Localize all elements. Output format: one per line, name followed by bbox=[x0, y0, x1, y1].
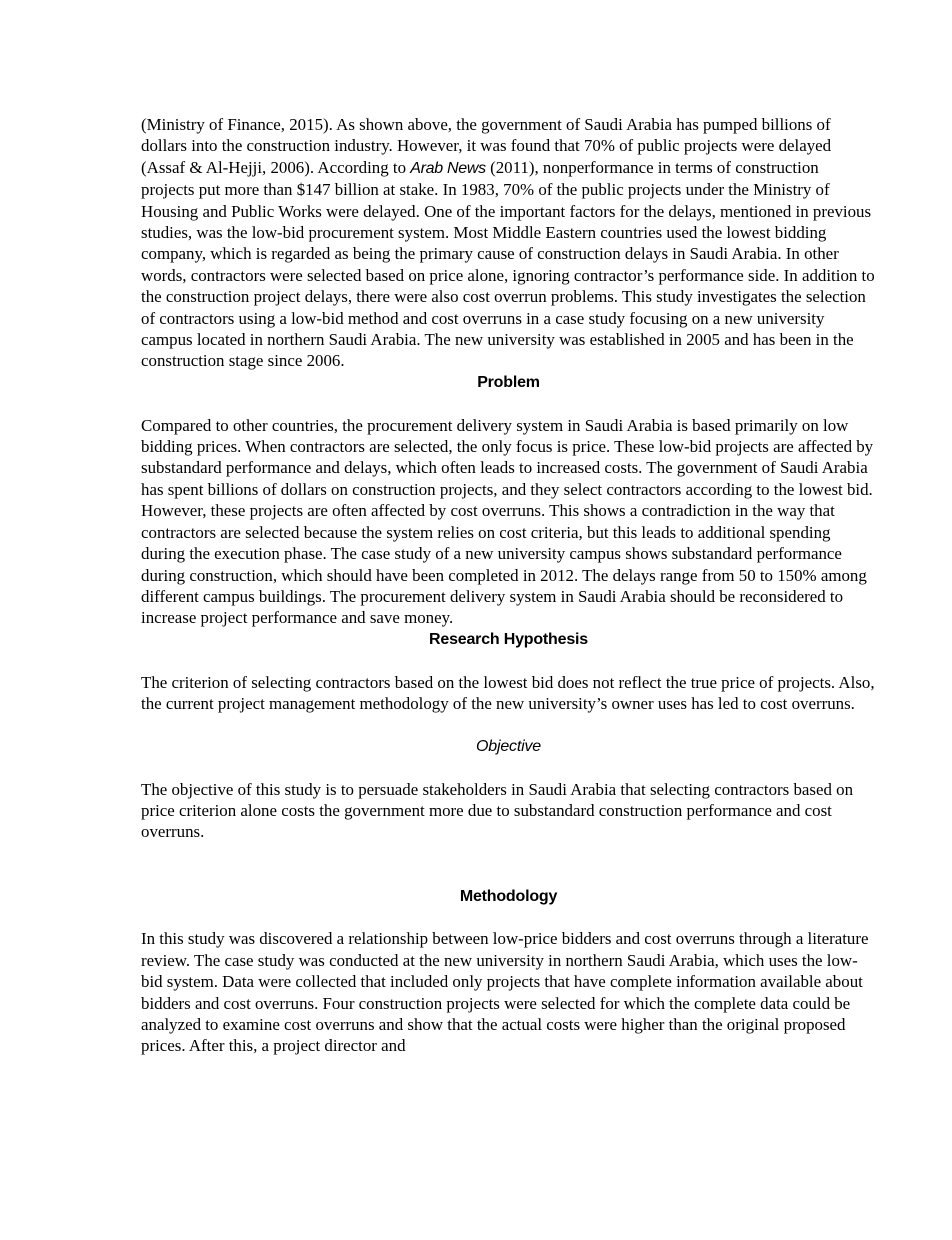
intro-text-after: (2011), nonperformance in terms of construction projects put more than $147 billion at stake. In 1983, 70% of the public projects under the Ministry of Housing and Public Works were delayed. One of the important factors for the delays, mentioned in previous studies, was the low-bid procurement system. Most Middle Eastern countries used the lowest bidding company, which is regarded as being the primary cause of construction delays in Saudi Arabia. In other words, contractors were selected based on price alone, ignoring contractor’s performance side. In addition to the construction project delays, there were also cost overrun problems. This study investigates the selection of contractors using a low-bid method and cost overruns in a case study focusing on a new university campus located in northern Saudi Arabia. The new university was established in 2005 and has been in the construction stage since 2006. bbox=[141, 157, 875, 371]
hypothesis-heading: Research Hypothesis bbox=[429, 630, 588, 648]
hypothesis-paragraph: The criterion of selecting contractors based on the lowest bid does not reflect the true price of projects. Also, the current project management methodology of the new university’s owner uses has led to cost overruns. bbox=[141, 672, 875, 713]
spacer bbox=[141, 393, 876, 414]
intro-text-before: (Ministry of Finance, 2015). As shown above, the government of Saudi Arabia has pumped billions of dollars into the construction industry. However, it was found that 70% of public projects were delayed (Assaf & Al-Hejji, 2006). According to bbox=[141, 115, 832, 177]
source-name: Arab News bbox=[410, 159, 486, 177]
spacer bbox=[141, 907, 876, 928]
objective-heading: Objective bbox=[476, 737, 541, 755]
objective-paragraph: The objective of this study is to persuade stakeholders in Saudi Arabia that selecting contractors based on price criterion alone costs the government more due to substandard construction performance and cost overruns. bbox=[141, 779, 854, 842]
spacer bbox=[141, 650, 876, 671]
spacer bbox=[141, 843, 876, 886]
methodology-heading: Methodology bbox=[459, 887, 558, 905]
document-body bbox=[141, 114, 876, 1057]
problem-heading: Problem bbox=[477, 373, 540, 391]
problem-paragraph: Compared to other countries, the procurement delivery system in Saudi Arabia is based primarily on low bidding prices. When contractors are selected, the only focus is price. These low-bid projects are affected by substandard performance and delays, which often leads to increased costs. The government of Saudi Arabia has spent billions of dollars on construction projects, and they select contractors according to the lowest bid. However, these projects are often affected by cost overruns. This shows a contradiction in the way that contractors are selected because the system relies on cost criteria, but this leads to additional spending during the execution phase. The case study of a new university campus shows substandard performance during construction, which should have been completed in 2012. The delays range from 50 to 150% among different campus buildings. The procurement delivery system in Saudi Arabia should be reconsidered to increase project performance and save money. bbox=[141, 415, 874, 628]
methodology-paragraph: In this study was discovered a relationship between low-price bidders and cost overruns through a literature review. The case study was conducted at the new university in northern Saudi Arabia, which uses the low-bid system. Data were collected that included only projects that have complete information available about bidders and cost overruns. Four construction projects were selected for which the complete data could be analyzed to examine cost overruns and show that the actual costs were higher than the original proposed prices. After this, a project director and bbox=[141, 929, 869, 1056]
spacer bbox=[141, 757, 876, 778]
spacer bbox=[141, 714, 876, 735]
intro-paragraph bbox=[141, 114, 876, 372]
